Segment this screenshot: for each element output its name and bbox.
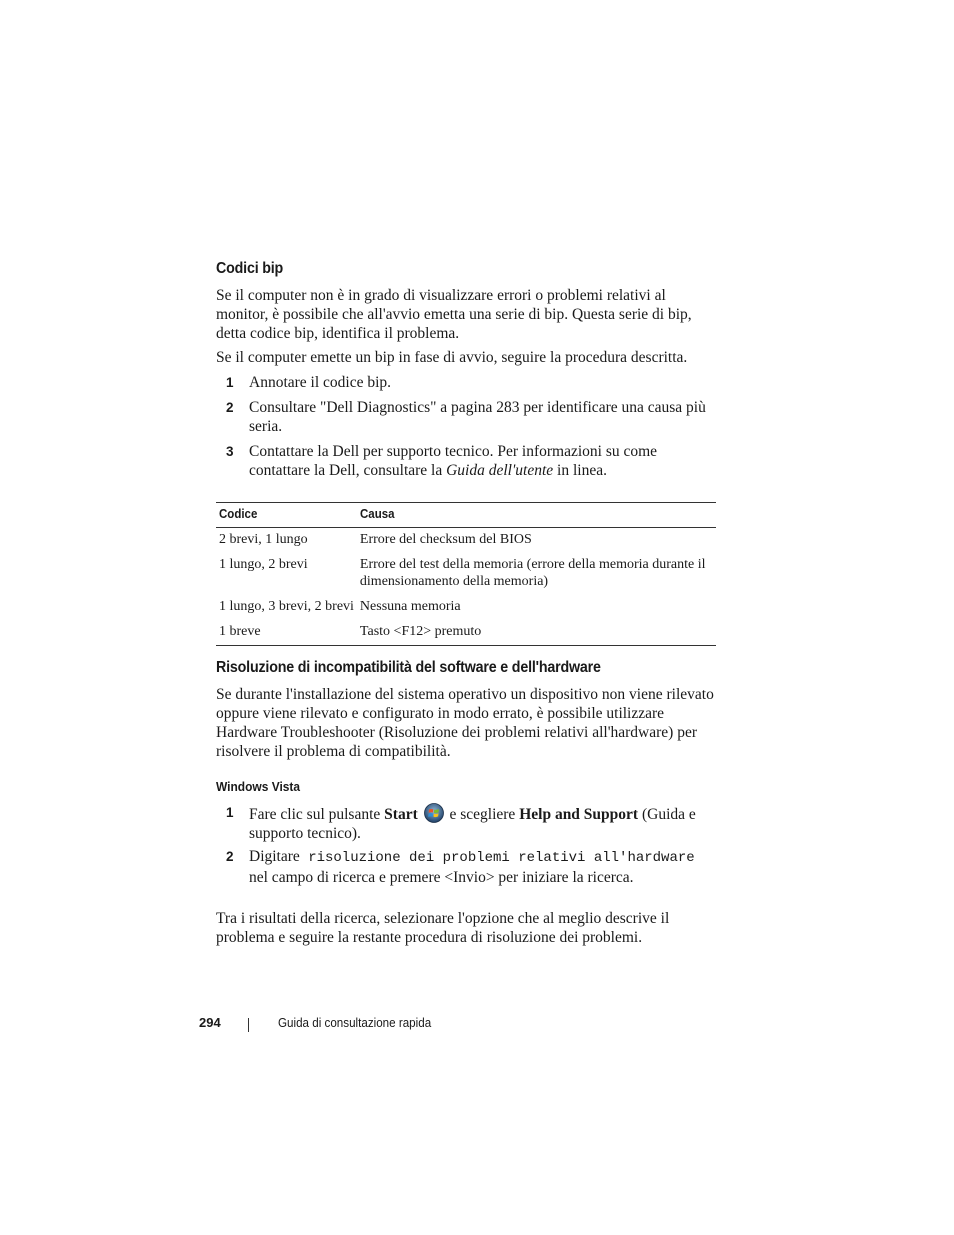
- step-text: Annotare il codice bip.: [249, 374, 392, 391]
- step-number: 2: [226, 849, 234, 864]
- section-title-beep-codes: Codici bip: [216, 260, 284, 277]
- step-text: Fare clic sul pulsante Start e scegliere Help and Support (Guida e supporto tecnico).: [249, 803, 715, 843]
- incompatibility-paragraph: Se durante l'installazione del sistema operativo un dispositivo non viene rilevato oppure viene rilevato e configurato in modo errato, è possibile utilizzare Hardware Troubleshooter (Risoluzione dei problemi relativi all'hardware) per risolvere il problema di compatibilità.: [216, 686, 714, 760]
- search-results-paragraph: Tra i risultati della ricerca, selezionare l'opzione che al meglio descrive il problema e seguire la restante procedura di risoluzione dei problemi.: [216, 910, 670, 946]
- page-number: 294: [199, 1015, 221, 1030]
- start-label: Start: [384, 806, 418, 823]
- section-title-incompatibility: Risoluzione di incompatibilità del software e dell'hardware: [216, 659, 601, 676]
- user-guide-title: Guida dell'utente: [446, 462, 554, 479]
- cause-cell: Errore del checksum del BIOS: [359, 532, 532, 547]
- column-header-code: Codice: [216, 503, 357, 528]
- help-and-support-label: Help and Support: [519, 806, 639, 823]
- windows-start-orb-icon: [424, 803, 444, 823]
- footer-document-title: Guida di consultazione rapida: [278, 1016, 432, 1030]
- cause-cell: Tasto <F12> premuto: [357, 620, 716, 646]
- step-number: 1: [226, 375, 234, 390]
- column-header-cause: Causa: [357, 503, 716, 528]
- cause-cell: Nessuna memoria: [359, 599, 461, 614]
- table-row: [216, 595, 716, 620]
- code-cell: 1 lungo, 3 brevi, 2 brevi: [219, 599, 354, 614]
- code-cell: 1 breve: [216, 620, 357, 646]
- table-header-row: [216, 503, 716, 528]
- table-row: [216, 553, 716, 595]
- step-number: 2: [226, 400, 234, 415]
- subsection-title-windows-vista: Windows Vista: [216, 779, 301, 794]
- beep-procedure-paragraph: Se il computer emette un bip in fase di avvio, seguire la procedura descritta.: [216, 349, 688, 366]
- step-number: 1: [226, 805, 234, 820]
- table-row: [216, 620, 716, 646]
- beep-intro-paragraph: Se il computer non è in grado di visualizzare errori o problemi relativi al monitor, è possibile che all'avvio emetta una serie di bip. Questa serie di bip, detta codice bip, identifica il problema.: [216, 287, 692, 342]
- step-text: Digitare risoluzione dei problemi relativi all'hardware nel campo di ricerca e premere <Invio> per iniziare la ricerca.: [249, 848, 695, 886]
- code-cell: 2 brevi, 1 lungo: [219, 532, 308, 547]
- code-cell: 1 lungo, 2 brevi: [219, 557, 308, 572]
- table-row: [216, 528, 716, 554]
- step-number: 3: [226, 444, 234, 459]
- search-term: risoluzione dei problemi relativi all'hardware: [299, 850, 695, 866]
- footer-divider: [248, 1018, 249, 1032]
- beep-codes-table: [216, 502, 716, 646]
- step-text: Consultare "Dell Diagnostics" a pagina 283 per identificare una causa più seria.: [249, 399, 706, 435]
- step-text: Contattare la Dell per supporto tecnico. Per informazioni su come contattare la Dell, consultare la Guida dell'utente in linea.: [249, 443, 658, 479]
- cause-cell: Errore del test della memoria (errore della memoria durante il dimensionamento della memoria): [359, 557, 706, 589]
